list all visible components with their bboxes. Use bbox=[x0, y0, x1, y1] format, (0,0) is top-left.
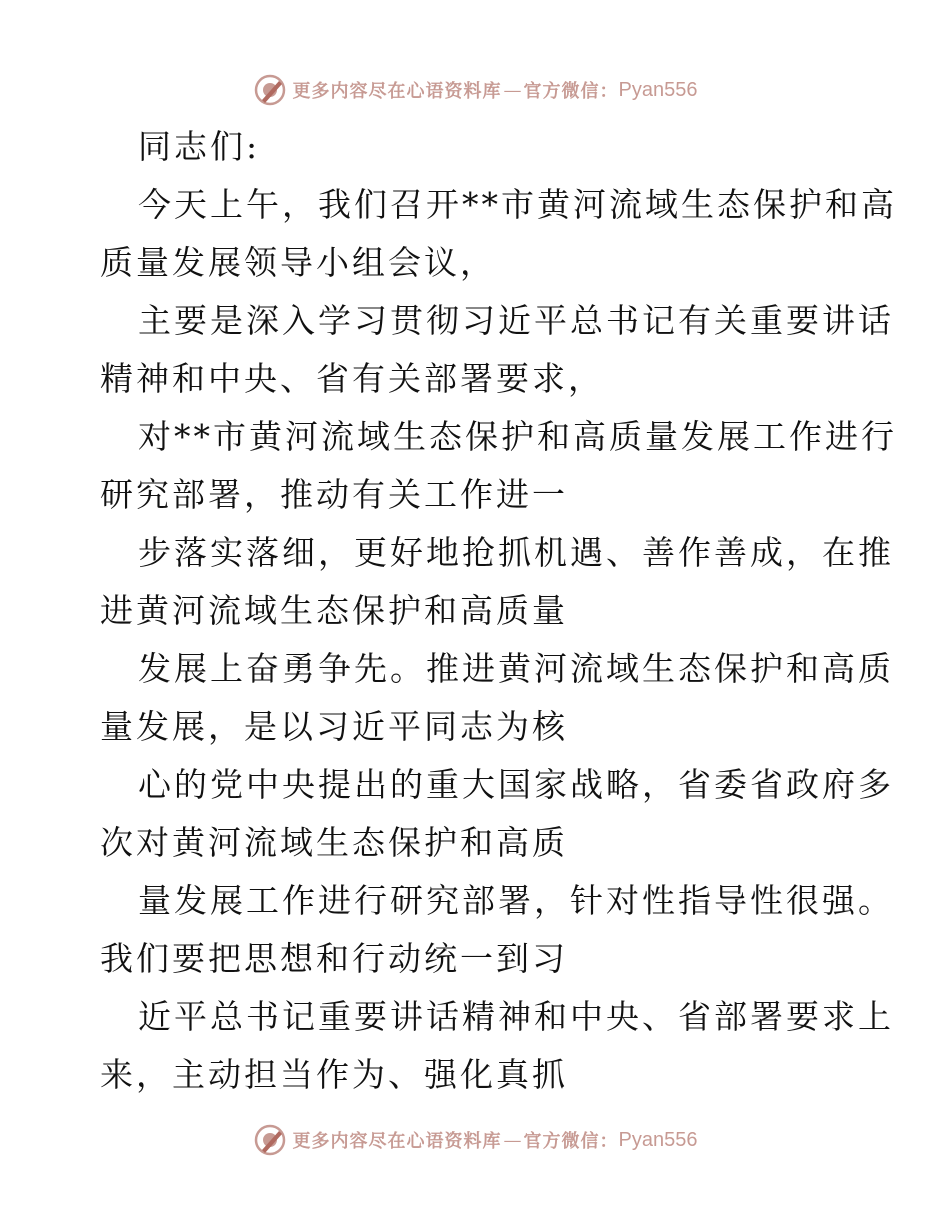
text-line: 次对黄河流域生态保护和高质 bbox=[100, 823, 568, 862]
document-body bbox=[100, 118, 897, 1104]
watermark-brand: 更多内容尽在心语资料库 bbox=[292, 1131, 502, 1152]
text-line: 今天上午，我们召开**市黄河流域生态保护和高 bbox=[138, 185, 897, 224]
text-line: 对**市黄河流域生态保护和高质量发展工作进行 bbox=[138, 417, 897, 456]
watermark-separator: — bbox=[503, 1129, 522, 1151]
salutation-line: 同志们: bbox=[138, 127, 261, 166]
footer-watermark bbox=[0, 1120, 950, 1160]
text-line: 心的党中央提出的重大国家战略，省委省政府多 bbox=[138, 765, 894, 804]
text-line: 进黄河流域生态保护和高质量 bbox=[100, 591, 568, 630]
text-line: 主要是深入学习贯彻习近平总书记有关重要讲话 bbox=[138, 301, 894, 340]
watermark-separator: — bbox=[503, 79, 522, 101]
watermark-wechat-id: Pyan556 bbox=[618, 78, 698, 101]
text-line: 精神和中央、省有关部署要求， bbox=[100, 359, 604, 398]
watermark-brand: 更多内容尽在心语资料库 bbox=[292, 81, 502, 102]
text-line: 步落实落细，更好地抢抓机遇、善作善成，在推 bbox=[138, 533, 894, 572]
text-line: 发展上奋勇争先。推进黄河流域生态保护和高质 bbox=[138, 649, 894, 688]
text-line: 我们要把思想和行动统一到习 bbox=[100, 939, 568, 978]
text-line: 量发展工作进行研究部署，针对性指导性很强。 bbox=[138, 881, 894, 920]
text-line: 研究部署，推动有关工作进一 bbox=[100, 475, 568, 514]
watermark-official: 官方微信： bbox=[523, 81, 619, 102]
text-line: 近平总书记重要讲话精神和中央、省部署要求上 bbox=[138, 997, 894, 1036]
pen-logo-icon bbox=[253, 73, 287, 107]
watermark-official: 官方微信： bbox=[523, 1131, 619, 1152]
text-line: 量发展，是以习近平同志为核 bbox=[100, 707, 568, 746]
text-line: 质量发展领导小组会议， bbox=[100, 243, 496, 282]
header-watermark bbox=[0, 70, 950, 110]
watermark-wechat-id: Pyan556 bbox=[618, 1128, 698, 1151]
text-line: 来，主动担当作为、强化真抓 bbox=[100, 1055, 568, 1094]
pen-logo-icon bbox=[253, 1123, 287, 1157]
